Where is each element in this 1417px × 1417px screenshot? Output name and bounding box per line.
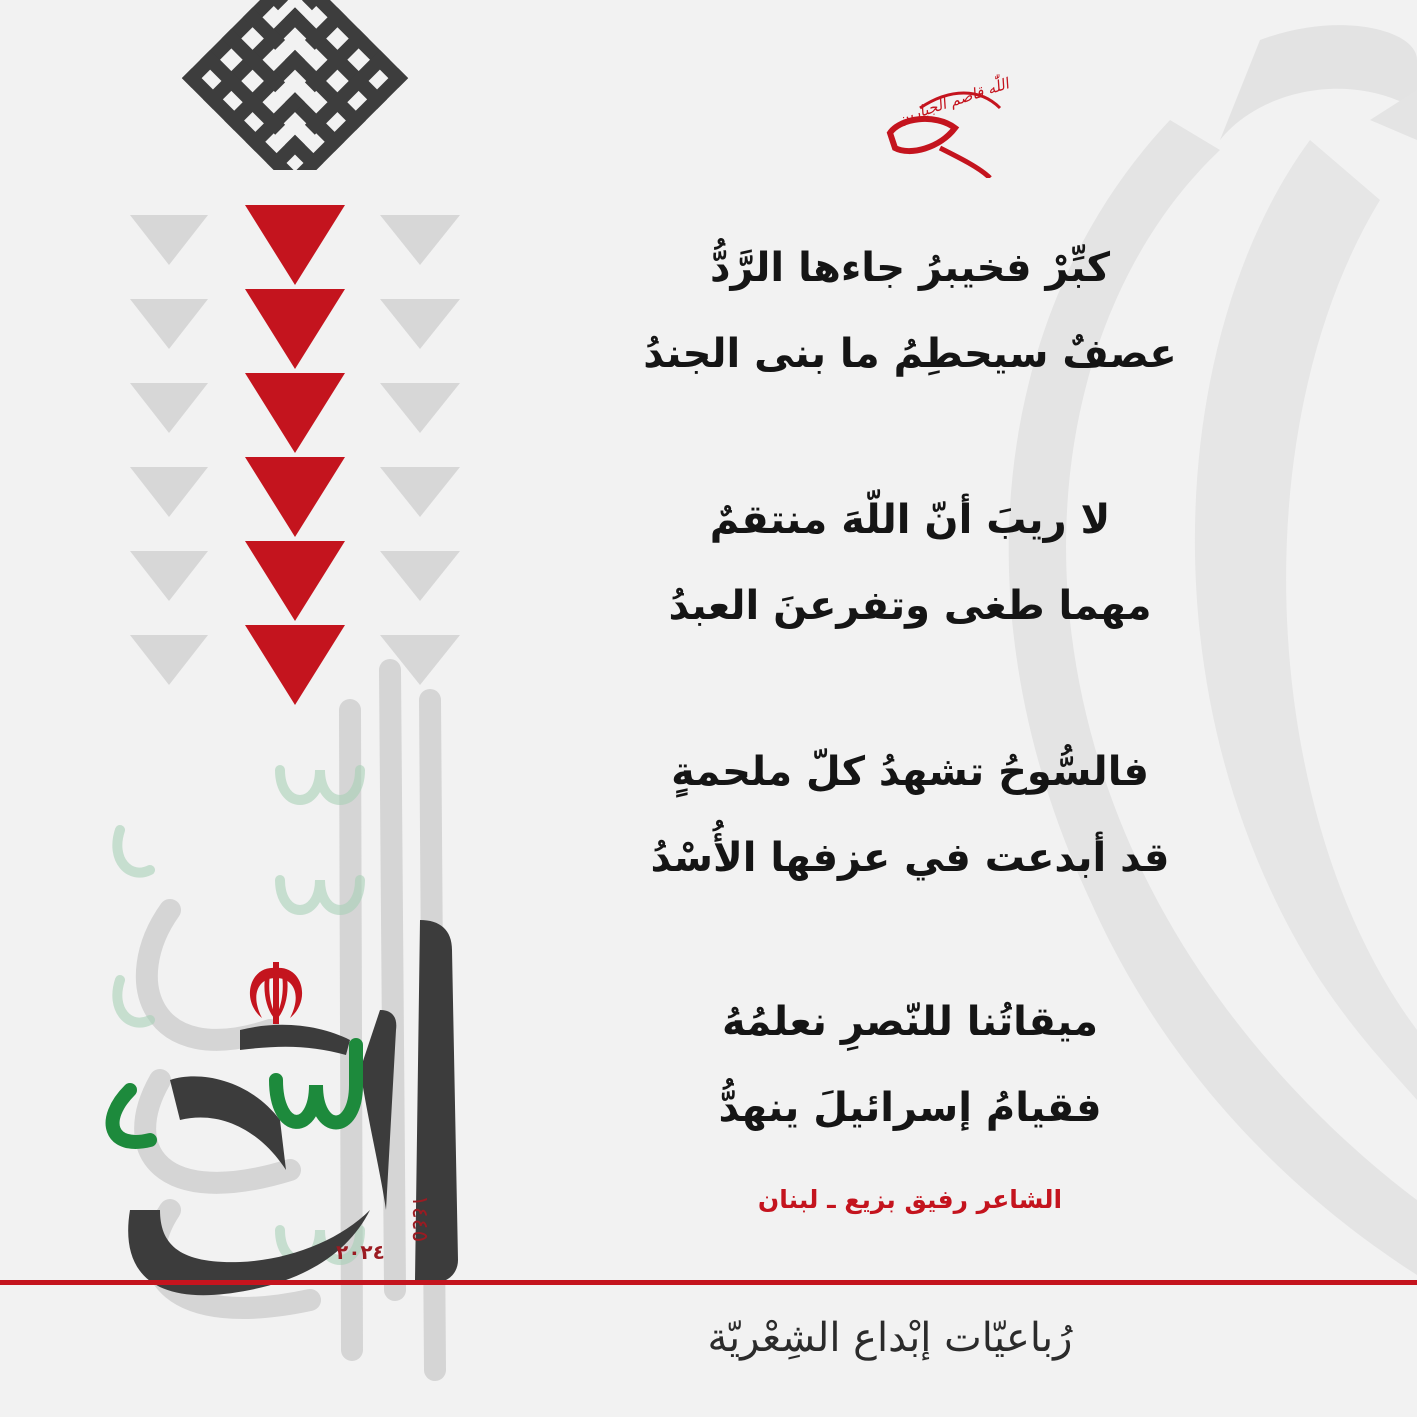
- stanza-2-line-2: مهما طغى وتفرعنَ العبدُ: [668, 583, 1152, 629]
- gray-triangle: [380, 383, 460, 433]
- red-triangle: [245, 541, 345, 621]
- calligraphy-word: [90, 650, 490, 1417]
- stanza-3-line-2: قد أبدعت في عزفها الأُسْدُ: [650, 835, 1170, 881]
- red-triangle: [245, 289, 345, 369]
- logo-text: اللّٰه قاصم الجبارین: [895, 74, 1012, 128]
- stanza-3-line-1: فالسُّوحُ تشهدُ كلّ ملحمةٍ: [671, 749, 1149, 795]
- stanza-4-line-1: ميقاتُنا للنّصرِ نعلمُهُ: [721, 999, 1099, 1045]
- red-triangle: [245, 457, 345, 537]
- gray-triangle: [380, 467, 460, 517]
- gray-triangle: [130, 467, 208, 517]
- gray-triangle: [130, 215, 208, 265]
- stanza-4-line-2: فقيامُ إسرائيلَ ينهدُّ: [718, 1085, 1102, 1131]
- gray-triangle: [130, 551, 208, 601]
- gray-triangle: [130, 299, 208, 349]
- stanza-1-line-1: كبِّرْ فخيبرُ جاءها الرَّدُّ: [710, 245, 1110, 291]
- gray-triangle: [130, 383, 208, 433]
- hijri-year: ١٤٤٥: [407, 1195, 432, 1243]
- stanza-2-line-1: لا ريبَ أنّ اللّهَ منتقمٌ: [709, 497, 1111, 543]
- gray-triangle: [380, 551, 460, 601]
- footer-divider: [0, 1280, 1417, 1285]
- footer-title: رُباعيّات إبْداع الشِعْريّة: [707, 1315, 1073, 1361]
- red-triangle: [245, 205, 345, 285]
- red-triangle: [245, 373, 345, 453]
- kufic-pattern: [130, 0, 460, 170]
- gray-triangle: [380, 299, 460, 349]
- triangle-column: [130, 205, 460, 725]
- gregorian-year: ٢٠٢٤: [336, 1240, 385, 1264]
- poet-signature: الشاعر رفيق بزيع ـ لبنان: [757, 1185, 1063, 1214]
- gray-triangle: [380, 215, 460, 265]
- iran-emblem-icon: [250, 962, 302, 1024]
- stanza-1-line-2: عصفٌ سيحطِمُ ما بنى الجندُ: [643, 331, 1177, 377]
